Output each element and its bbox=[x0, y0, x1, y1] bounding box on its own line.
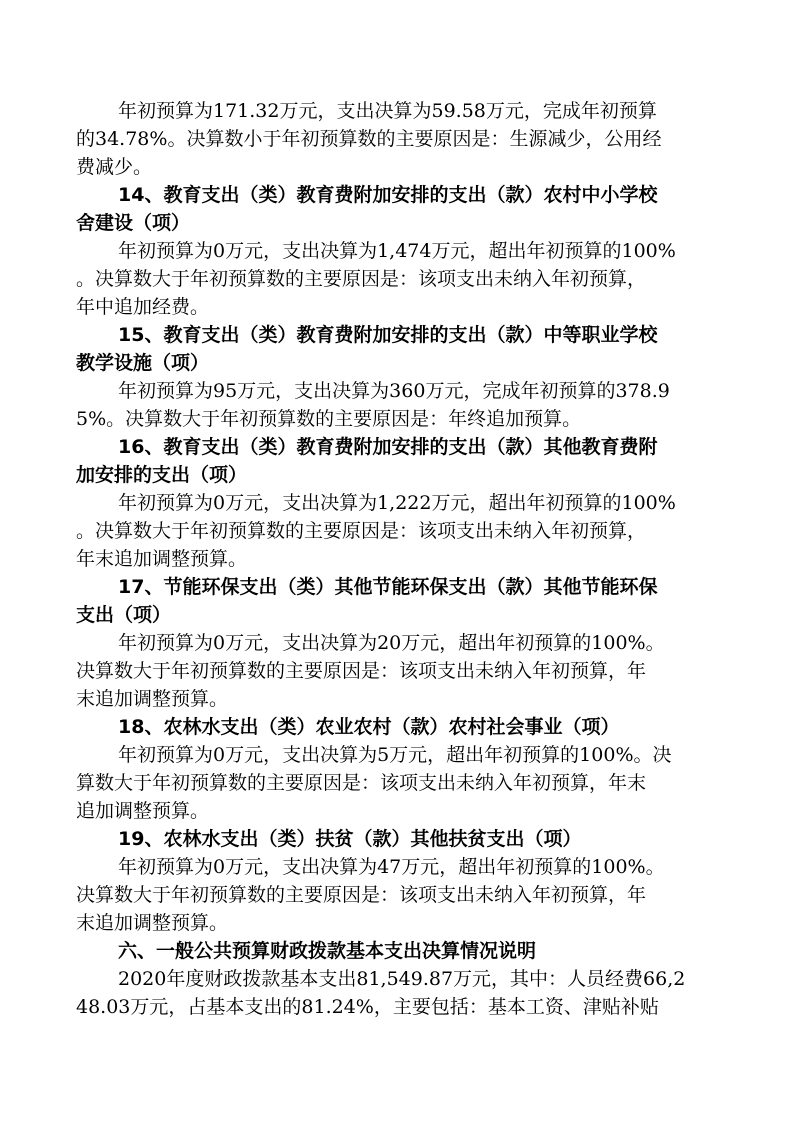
section-heading-14: 14、教育支出（类）教育费附加安排的支出（款）农村中小学校 bbox=[118, 184, 658, 206]
paragraph-line: 年初预算为0万元，支出决算为1,222万元，超出年初预算的100% bbox=[118, 492, 676, 514]
paragraph-line: 年中追加经费。 bbox=[76, 296, 210, 318]
paragraph-line: 。决算数大于年初预算数的主要原因是：该项支出未纳入年初预算， bbox=[76, 520, 647, 542]
section-heading-16: 16、教育支出（类）教育费附加安排的支出（款）其他教育费附 bbox=[118, 436, 658, 458]
paragraph-line: 末追加调整预算。 bbox=[76, 688, 229, 710]
section-heading-6: 六、一般公共预算财政拨款基本支出决算情况说明 bbox=[118, 940, 537, 962]
paragraph-line: 。决算数大于年初预算数的主要原因是：该项支出未纳入年初预算， bbox=[76, 268, 647, 290]
paragraph-line: 费减少。 bbox=[76, 156, 153, 178]
paragraph-line: 追加调整预算。 bbox=[76, 800, 210, 822]
paragraph-line: 算数大于年初预算数的主要原因是：该项支出未纳入年初预算，年末 bbox=[76, 772, 647, 794]
paragraph-line: 年末追加调整预算。 bbox=[76, 548, 248, 570]
section-heading-18: 18、农林水支出（类）农业农村（款）农村社会事业（项） bbox=[118, 716, 620, 738]
section-heading-17: 17、节能环保支出（类）其他节能环保支出（款）其他节能环保 bbox=[118, 576, 658, 598]
section-heading-14-cont: 舍建设（项） bbox=[76, 212, 191, 234]
paragraph-line: 决算数大于年初预算数的主要原因是：该项支出未纳入年初预算，年 bbox=[76, 884, 647, 906]
paragraph-line: 年初预算为95万元，支出决算为360万元，完成年初预算的378.9 bbox=[118, 380, 670, 402]
paragraph-line: 的34.78%。决算数小于年初预算数的主要原因是：生源减少，公用经 bbox=[76, 128, 662, 150]
paragraph-line: 末追加调整预算。 bbox=[76, 912, 229, 934]
section-heading-16-cont: 加安排的支出（项） bbox=[76, 464, 248, 486]
paragraph-line: 年初预算为0万元，支出决算为1,474万元，超出年初预算的100% bbox=[118, 240, 676, 262]
paragraph-line: 年初预算为0万元，支出决算为5万元，超出年初预算的100%。决 bbox=[118, 744, 672, 766]
paragraph-line: 5%。决算数大于年初预算数的主要原因是：年终追加预算。 bbox=[76, 408, 582, 430]
section-heading-15: 15、教育支出（类）教育费附加安排的支出（款）中等职业学校 bbox=[118, 324, 658, 346]
paragraph-line: 年初预算为0万元，支出决算为47万元，超出年初预算的100%。 bbox=[118, 856, 665, 878]
paragraph-line: 2020年度财政拨款基本支出81,549.87万元，其中：人员经费66,2 bbox=[118, 968, 686, 990]
section-heading-15-cont: 教学设施（项） bbox=[76, 352, 210, 374]
section-heading-19: 19、农林水支出（类）扶贫（款）其他扶贫支出（项） bbox=[118, 828, 582, 850]
section-heading-17-cont: 支出（项） bbox=[76, 604, 172, 626]
paragraph-line: 年初预算为0万元，支出决算为20万元，超出年初预算的100%。 bbox=[118, 632, 665, 654]
paragraph-line: 48.03万元，占基本支出的81.24%，主要包括：基本工资、津贴补贴 bbox=[76, 996, 659, 1018]
paragraph-line: 决算数大于年初预算数的主要原因是：该项支出未纳入年初预算，年 bbox=[76, 660, 647, 682]
paragraph-line: 年初预算为171.32万元，支出决算为59.58万元，完成年初预算 bbox=[118, 100, 657, 122]
